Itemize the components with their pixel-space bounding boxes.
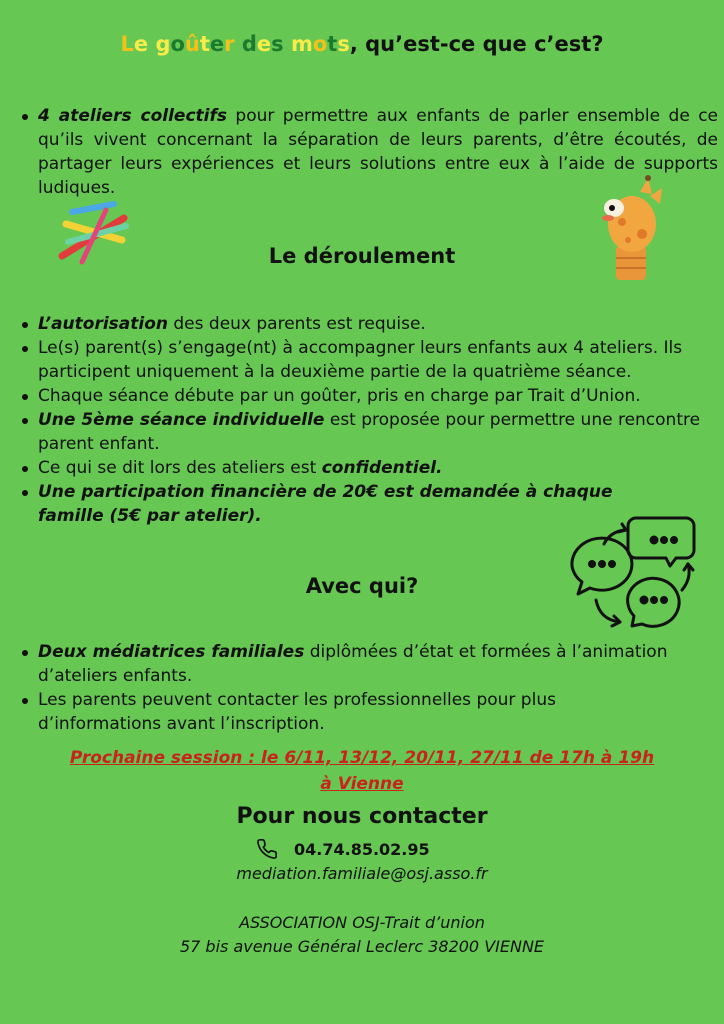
session-dates: Prochaine session : le 6/11, 13/12, 20/11, 27/11 de 17h à 19h (69, 748, 655, 768)
list-item: Chaque séance débute par un goûter, pris en charge par Trait d’Union. (20, 384, 718, 408)
title-letter: t (327, 32, 338, 56)
title-letter: d (241, 32, 257, 56)
title-letter: L (120, 32, 134, 56)
list-item: L’autorisation des deux parents est requise. (20, 312, 718, 336)
section-heading-deroulement: Le déroulement (268, 244, 456, 268)
list-item: Ce qui se dit lors des ateliers est confidentiel. (20, 456, 718, 480)
list-item: Les parents peuvent contacter les professionnelles pour plus d’informations avant l’inscription. (20, 688, 680, 736)
list-item: Deux médiatrices familiales diplômées d’état et formées à l’animation d’ateliers enfants. (20, 640, 680, 688)
session-location: à Vienne (320, 774, 404, 794)
section-heading-avec-qui: Avec qui? (305, 574, 419, 598)
list-item: Une participation financière de 20€ est demandée à chaque famille (5€ par atelier). (20, 480, 678, 528)
list-item: Une 5ème séance individuelle est proposée pour permettre une rencontre parent enfant. (20, 408, 718, 456)
avec-qui-list (20, 640, 680, 736)
title-letter: s (337, 32, 350, 56)
title-letter: o (170, 32, 185, 56)
title-letter: s (271, 32, 284, 56)
title-letter: û (184, 32, 200, 56)
title-letter: o (312, 32, 328, 56)
title-letter: m (290, 32, 313, 56)
email[interactable]: mediation.familiale@osj.asso.fr (236, 864, 488, 883)
title-letter: t (199, 32, 210, 56)
chat-bubbles-icon (566, 508, 698, 630)
title-rest: , qu’est-ce que c’est? (349, 32, 604, 56)
phone-number[interactable]: 04.74.85.02.95 (294, 839, 430, 859)
phone-row (256, 838, 430, 860)
contact-heading: Pour nous contacter (236, 804, 488, 829)
next-session (0, 745, 724, 797)
title-letter: g (155, 32, 171, 56)
title-letter (235, 32, 242, 56)
title-letter: e (209, 32, 225, 56)
page-title (0, 32, 724, 56)
intro-item: 4 ateliers collectifs pour permettre aux enfants de parler ensemble de ce qu’ils vivent concernant la séparation de leurs parents, d’être écoutés, de partager leurs expériences et leurs solutions entre eux à l’aide de supports ludiques. (20, 104, 718, 200)
title-letter: e (133, 32, 149, 56)
deroulement-list (20, 312, 718, 528)
phone-icon (256, 838, 278, 860)
list-item: Le(s) parent(s) s’engage(nt) à accompagner leurs enfants aux 4 ateliers. Ils participent uniquement à la deuxième partie de la quatrième séance. (20, 336, 718, 384)
title-letter (284, 32, 291, 56)
title-letter: e (256, 32, 272, 56)
address: 57 bis avenue Général Leclerc 38200 VIENNE (179, 937, 545, 956)
title-letter: r (224, 32, 235, 56)
association-name: ASSOCIATION OSJ-Trait d’union (239, 913, 485, 932)
